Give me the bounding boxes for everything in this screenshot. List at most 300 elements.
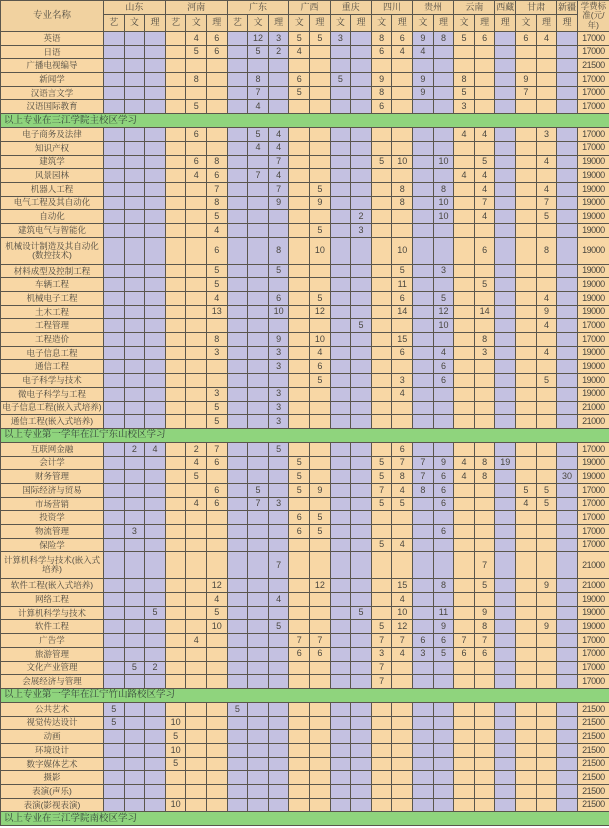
enrollment-count-cell — [454, 552, 475, 579]
enrollment-count-cell: 5 — [351, 319, 372, 333]
major-row — [1, 73, 609, 87]
enrollment-count-cell: 11 — [433, 606, 454, 620]
enrollment-count-cell — [124, 210, 145, 224]
major-name-header: 专业名称 — [1, 1, 104, 32]
enrollment-count-cell: 6 — [474, 32, 495, 46]
subject-header: 理 — [536, 15, 557, 32]
enrollment-count-cell — [351, 743, 372, 757]
enrollment-count-cell: 6 — [207, 237, 228, 264]
enrollment-count-cell — [165, 661, 186, 675]
enrollment-count-cell — [248, 292, 269, 306]
enrollment-count-cell — [124, 86, 145, 100]
enrollment-count-cell — [124, 169, 145, 183]
enrollment-count-cell: 4 — [536, 292, 557, 306]
enrollment-count-cell — [124, 278, 145, 292]
enrollment-count-cell — [165, 169, 186, 183]
enrollment-count-cell — [310, 415, 331, 429]
enrollment-count-cell — [248, 442, 269, 456]
enrollment-count-cell — [104, 620, 125, 634]
enrollment-count-cell — [104, 237, 125, 264]
enrollment-count-cell — [104, 401, 125, 415]
enrollment-count-cell — [207, 470, 228, 484]
enrollment-count-cell — [557, 743, 578, 757]
enrollment-count-cell — [536, 333, 557, 347]
enrollment-count-cell — [165, 647, 186, 661]
enrollment-count-cell — [557, 771, 578, 785]
tuition-fee-cell: 19000 — [577, 346, 609, 360]
enrollment-count-cell — [433, 141, 454, 155]
enrollment-count-cell — [186, 59, 207, 73]
tuition-fee-cell: 17000 — [577, 483, 609, 497]
enrollment-count-cell — [330, 771, 351, 785]
enrollment-count-cell — [474, 264, 495, 278]
enrollment-count-cell — [351, 647, 372, 661]
enrollment-count-cell — [227, 155, 248, 169]
enrollment-count-cell — [186, 606, 207, 620]
enrollment-count-cell — [310, 606, 331, 620]
enrollment-count-cell — [516, 442, 537, 456]
enrollment-count-cell — [310, 128, 331, 142]
enrollment-count-cell — [248, 401, 269, 415]
enrollment-count-cell: 8 — [268, 237, 289, 264]
enrollment-count-cell — [289, 552, 310, 579]
enrollment-count-cell — [536, 470, 557, 484]
enrollment-count-cell — [351, 73, 372, 87]
enrollment-count-cell — [268, 59, 289, 73]
enrollment-count-cell — [557, 675, 578, 689]
subject-header: 理 — [310, 15, 331, 32]
enrollment-count-cell — [474, 525, 495, 539]
enrollment-count-cell — [227, 401, 248, 415]
tuition-fee-cell: 17000 — [577, 442, 609, 456]
enrollment-count-cell: 5 — [289, 32, 310, 46]
enrollment-count-cell — [289, 675, 310, 689]
enrollment-count-cell — [227, 319, 248, 333]
enrollment-count-cell — [227, 278, 248, 292]
enrollment-count-cell — [227, 647, 248, 661]
enrollment-count-cell — [165, 374, 186, 388]
enrollment-count-cell: 12 — [433, 305, 454, 319]
enrollment-count-cell — [351, 32, 372, 46]
enrollment-count-cell — [104, 771, 125, 785]
table-header — [1, 1, 609, 32]
enrollment-count-cell — [516, 757, 537, 771]
enrollment-count-cell — [495, 223, 516, 237]
enrollment-count-cell — [392, 73, 413, 87]
major-name-cell: 网络工程 — [1, 593, 104, 607]
enrollment-count-cell — [536, 360, 557, 374]
tuition-fee-cell: 21500 — [577, 702, 609, 716]
enrollment-count-cell — [207, 73, 228, 87]
enrollment-count-cell — [330, 59, 351, 73]
enrollment-count-cell — [104, 511, 125, 525]
enrollment-count-cell — [268, 702, 289, 716]
enrollment-count-cell — [104, 757, 125, 771]
enrollment-count-cell — [145, 346, 166, 360]
major-name-cell: 环境设计 — [1, 743, 104, 757]
enrollment-count-cell: 4 — [310, 346, 331, 360]
enrollment-count-cell — [104, 100, 125, 114]
major-row — [1, 387, 609, 401]
enrollment-count-cell — [165, 155, 186, 169]
enrollment-count-cell — [536, 141, 557, 155]
enrollment-count-cell: 4 — [248, 100, 269, 114]
enrollment-count-cell — [454, 497, 475, 511]
enrollment-count-cell — [413, 730, 434, 744]
enrollment-count-cell — [104, 346, 125, 360]
major-row — [1, 100, 609, 114]
enrollment-count-cell — [330, 278, 351, 292]
enrollment-count-cell: 5 — [371, 538, 392, 552]
enrollment-count-cell — [351, 374, 372, 388]
enrollment-count-cell — [104, 333, 125, 347]
enrollment-count-cell — [186, 278, 207, 292]
enrollment-count-cell — [557, 346, 578, 360]
enrollment-count-cell — [289, 59, 310, 73]
enrollment-count-cell — [495, 415, 516, 429]
enrollment-count-cell — [433, 223, 454, 237]
enrollment-count-cell: 5 — [310, 292, 331, 306]
enrollment-count-cell: 7 — [310, 634, 331, 648]
subject-header: 理 — [557, 15, 578, 32]
enrollment-count-cell — [330, 702, 351, 716]
enrollment-count-cell — [392, 128, 413, 142]
enrollment-count-cell — [516, 182, 537, 196]
enrollment-count-cell — [516, 771, 537, 785]
enrollment-count-cell: 6 — [186, 128, 207, 142]
enrollment-count-cell — [454, 319, 475, 333]
enrollment-count-cell: 9 — [371, 73, 392, 87]
enrollment-count-cell: 4 — [392, 593, 413, 607]
enrollment-count-cell — [248, 634, 269, 648]
enrollment-count-cell — [330, 730, 351, 744]
enrollment-count-cell — [413, 128, 434, 142]
enrollment-count-cell — [454, 606, 475, 620]
enrollment-count-cell — [351, 155, 372, 169]
enrollment-count-cell — [454, 387, 475, 401]
tuition-fee-cell: 17000 — [577, 511, 609, 525]
enrollment-count-cell — [536, 511, 557, 525]
enrollment-count-cell — [124, 319, 145, 333]
enrollment-count-cell — [104, 470, 125, 484]
enrollment-count-cell — [165, 278, 186, 292]
enrollment-count-cell — [289, 223, 310, 237]
enrollment-count-cell — [104, 579, 125, 593]
enrollment-count-cell — [454, 155, 475, 169]
enrollment-count-cell — [145, 415, 166, 429]
major-name-cell: 机械设计制造及其自动化(数控技术) — [1, 237, 104, 264]
enrollment-count-cell — [433, 730, 454, 744]
enrollment-count-cell: 5 — [248, 128, 269, 142]
enrollment-count-cell: 5 — [207, 210, 228, 224]
tuition-fee-cell: 21500 — [577, 785, 609, 799]
enrollment-count-cell: 6 — [392, 32, 413, 46]
enrollment-count-cell — [392, 59, 413, 73]
enrollment-count-cell — [310, 497, 331, 511]
enrollment-count-cell — [104, 223, 125, 237]
enrollment-count-cell: 5 — [371, 497, 392, 511]
enrollment-count-cell: 8 — [433, 32, 454, 46]
enrollment-count-cell — [536, 73, 557, 87]
enrollment-count-cell — [145, 169, 166, 183]
enrollment-count-cell — [248, 155, 269, 169]
enrollment-count-cell: 7 — [248, 497, 269, 511]
enrollment-count-cell — [104, 387, 125, 401]
enrollment-count-cell — [557, 606, 578, 620]
major-name-cell: 广播电视编导 — [1, 59, 104, 73]
major-name-cell: 摄影 — [1, 771, 104, 785]
enrollment-count-cell — [413, 785, 434, 799]
enrollment-count-cell — [516, 456, 537, 470]
major-row — [1, 716, 609, 730]
enrollment-count-cell — [289, 141, 310, 155]
enrollment-count-cell: 4 — [454, 456, 475, 470]
enrollment-count-cell — [371, 387, 392, 401]
major-name-cell: 会计学 — [1, 456, 104, 470]
enrollment-count-cell — [557, 552, 578, 579]
table-body — [1, 32, 609, 826]
enrollment-count-cell — [413, 319, 434, 333]
enrollment-count-cell — [165, 593, 186, 607]
enrollment-count-cell — [104, 730, 125, 744]
enrollment-count-cell — [495, 579, 516, 593]
enrollment-count-cell — [371, 442, 392, 456]
enrollment-count-cell — [536, 606, 557, 620]
enrollment-count-cell: 5 — [536, 210, 557, 224]
enrollment-count-cell: 12 — [248, 32, 269, 46]
enrollment-count-cell: 5 — [330, 73, 351, 87]
enrollment-count-cell — [227, 470, 248, 484]
enrollment-count-cell — [454, 442, 475, 456]
enrollment-count-cell — [516, 346, 537, 360]
enrollment-count-cell — [289, 305, 310, 319]
enrollment-count-cell — [104, 360, 125, 374]
enrollment-count-cell — [289, 292, 310, 306]
enrollment-count-cell: 5 — [310, 223, 331, 237]
enrollment-count-cell — [371, 292, 392, 306]
major-name-cell: 英语 — [1, 32, 104, 46]
enrollment-count-cell — [145, 237, 166, 264]
enrollment-count-cell — [536, 702, 557, 716]
enrollment-count-cell: 6 — [268, 292, 289, 306]
major-row — [1, 59, 609, 73]
enrollment-count-cell: 6 — [392, 292, 413, 306]
enrollment-count-cell — [516, 525, 537, 539]
enrollment-count-cell — [124, 128, 145, 142]
subject-header: 理 — [392, 15, 413, 32]
enrollment-count-cell — [557, 620, 578, 634]
enrollment-count-cell: 9 — [413, 73, 434, 87]
major-name-cell: 电气工程及其自动化 — [1, 196, 104, 210]
enrollment-count-cell — [207, 798, 228, 812]
enrollment-count-cell — [454, 593, 475, 607]
enrollment-count-cell — [165, 785, 186, 799]
enrollment-count-cell: 10 — [310, 237, 331, 264]
enrollment-count-cell — [371, 593, 392, 607]
enrollment-count-cell: 4 — [536, 32, 557, 46]
enrollment-count-cell: 5 — [207, 401, 228, 415]
enrollment-count-cell — [186, 86, 207, 100]
enrollment-count-cell: 8 — [474, 333, 495, 347]
enrollment-count-cell: 4 — [536, 346, 557, 360]
enrollment-count-cell — [495, 128, 516, 142]
enrollment-count-cell: 15 — [392, 579, 413, 593]
enrollment-count-cell — [186, 771, 207, 785]
enrollment-count-cell: 5 — [351, 606, 372, 620]
enrollment-count-cell — [186, 702, 207, 716]
enrollment-count-cell: 4 — [289, 45, 310, 59]
enrollment-count-cell — [186, 730, 207, 744]
tuition-fee-cell: 19000 — [577, 155, 609, 169]
major-row — [1, 278, 609, 292]
enrollment-count-cell — [392, 210, 413, 224]
enrollment-count-cell — [557, 456, 578, 470]
enrollment-count-cell — [145, 634, 166, 648]
enrollment-count-cell: 5 — [371, 456, 392, 470]
enrollment-count-cell — [227, 346, 248, 360]
enrollment-count-cell — [104, 634, 125, 648]
enrollment-count-cell: 5 — [289, 86, 310, 100]
enrollment-count-cell — [474, 141, 495, 155]
enrollment-count-cell — [248, 661, 269, 675]
enrollment-count-cell — [248, 716, 269, 730]
enrollment-count-cell — [186, 415, 207, 429]
enrollment-count-cell — [557, 45, 578, 59]
enrollment-count-cell — [413, 798, 434, 812]
enrollment-count-cell: 5 — [371, 155, 392, 169]
enrollment-count-cell — [310, 45, 331, 59]
enrollment-count-cell — [104, 593, 125, 607]
enrollment-count-cell — [145, 798, 166, 812]
enrollment-count-cell — [413, 743, 434, 757]
enrollment-count-cell — [165, 387, 186, 401]
enrollment-count-cell — [557, 278, 578, 292]
enrollment-count-cell — [536, 798, 557, 812]
enrollment-count-cell — [516, 305, 537, 319]
major-name-cell: 计算机科学与技术(嵌入式培养) — [1, 552, 104, 579]
enrollment-count-cell — [433, 593, 454, 607]
enrollment-count-cell — [310, 442, 331, 456]
enrollment-count-cell — [248, 415, 269, 429]
enrollment-count-cell — [248, 620, 269, 634]
tuition-fee-cell: 19000 — [577, 360, 609, 374]
enrollment-count-cell — [330, 743, 351, 757]
enrollment-count-cell — [227, 716, 248, 730]
enrollment-count-cell — [351, 497, 372, 511]
enrollment-count-cell — [227, 292, 248, 306]
enrollment-count-cell — [351, 785, 372, 799]
enrollment-count-cell — [495, 525, 516, 539]
enrollment-count-cell — [145, 702, 166, 716]
enrollment-count-cell — [536, 169, 557, 183]
subject-header: 文 — [289, 15, 310, 32]
enrollment-count-cell — [186, 716, 207, 730]
enrollment-count-cell — [330, 675, 351, 689]
enrollment-count-cell: 12 — [310, 579, 331, 593]
enrollment-count-cell — [104, 483, 125, 497]
enrollment-count-cell: 4 — [413, 45, 434, 59]
subject-header: 艺 — [104, 15, 125, 32]
enrollment-count-cell — [557, 128, 578, 142]
enrollment-count-cell — [289, 497, 310, 511]
enrollment-count-cell — [413, 716, 434, 730]
enrollment-count-cell: 5 — [392, 497, 413, 511]
subject-header: 文 — [248, 15, 269, 32]
enrollment-count-cell: 4 — [536, 319, 557, 333]
enrollment-count-cell — [516, 606, 537, 620]
subject-header: 艺 — [165, 15, 186, 32]
enrollment-count-cell — [516, 100, 537, 114]
enrollment-count-cell: 4 — [474, 182, 495, 196]
enrollment-count-cell — [310, 771, 331, 785]
enrollment-count-cell — [124, 223, 145, 237]
enrollment-count-cell: 3 — [124, 525, 145, 539]
enrollment-count-cell — [289, 798, 310, 812]
enrollment-count-cell — [536, 525, 557, 539]
enrollment-count-cell — [474, 387, 495, 401]
major-name-cell: 公共艺术 — [1, 702, 104, 716]
enrollment-count-cell: 10 — [165, 716, 186, 730]
tuition-fee-cell: 21000 — [577, 401, 609, 415]
enrollment-count-cell — [536, 456, 557, 470]
major-row — [1, 593, 609, 607]
enrollment-count-cell — [207, 675, 228, 689]
enrollment-count-cell — [330, 415, 351, 429]
major-name-cell: 汉语言文学 — [1, 86, 104, 100]
enrollment-count-cell — [104, 278, 125, 292]
enrollment-count-cell: 5 — [371, 470, 392, 484]
enrollment-count-cell — [289, 730, 310, 744]
enrollment-count-cell — [392, 730, 413, 744]
enrollment-count-cell — [351, 182, 372, 196]
enrollment-count-cell — [227, 100, 248, 114]
enrollment-count-cell — [536, 59, 557, 73]
major-name-cell: 自动化 — [1, 210, 104, 224]
enrollment-count-cell — [145, 32, 166, 46]
enrollment-count-cell: 3 — [207, 387, 228, 401]
enrollment-count-cell — [536, 675, 557, 689]
enrollment-count-cell — [433, 511, 454, 525]
enrollment-count-cell — [536, 538, 557, 552]
enrollment-count-cell — [207, 771, 228, 785]
major-row — [1, 292, 609, 306]
major-row — [1, 223, 609, 237]
enrollment-count-cell — [227, 182, 248, 196]
enrollment-count-cell — [392, 757, 413, 771]
enrollment-count-cell: 4 — [433, 346, 454, 360]
enrollment-count-cell: 10 — [165, 798, 186, 812]
enrollment-count-cell — [371, 169, 392, 183]
enrollment-count-cell — [330, 141, 351, 155]
enrollment-count-cell — [268, 771, 289, 785]
enrollment-count-cell: 4 — [248, 141, 269, 155]
enrollment-count-cell — [474, 100, 495, 114]
enrollment-count-cell — [516, 470, 537, 484]
enrollment-count-cell — [289, 387, 310, 401]
enrollment-count-cell: 19 — [495, 456, 516, 470]
enrollment-count-cell — [124, 401, 145, 415]
enrollment-count-cell — [454, 45, 475, 59]
enrollment-count-cell — [495, 237, 516, 264]
enrollment-count-cell: 6 — [392, 346, 413, 360]
campus-note-text: 以上专业在三江学院主校区学习 — [1, 114, 609, 128]
enrollment-count-cell — [310, 86, 331, 100]
enrollment-count-cell — [330, 511, 351, 525]
major-name-cell: 电子科学与技术 — [1, 374, 104, 388]
enrollment-count-cell — [433, 702, 454, 716]
enrollment-count-cell — [124, 743, 145, 757]
enrollment-count-cell — [516, 730, 537, 744]
